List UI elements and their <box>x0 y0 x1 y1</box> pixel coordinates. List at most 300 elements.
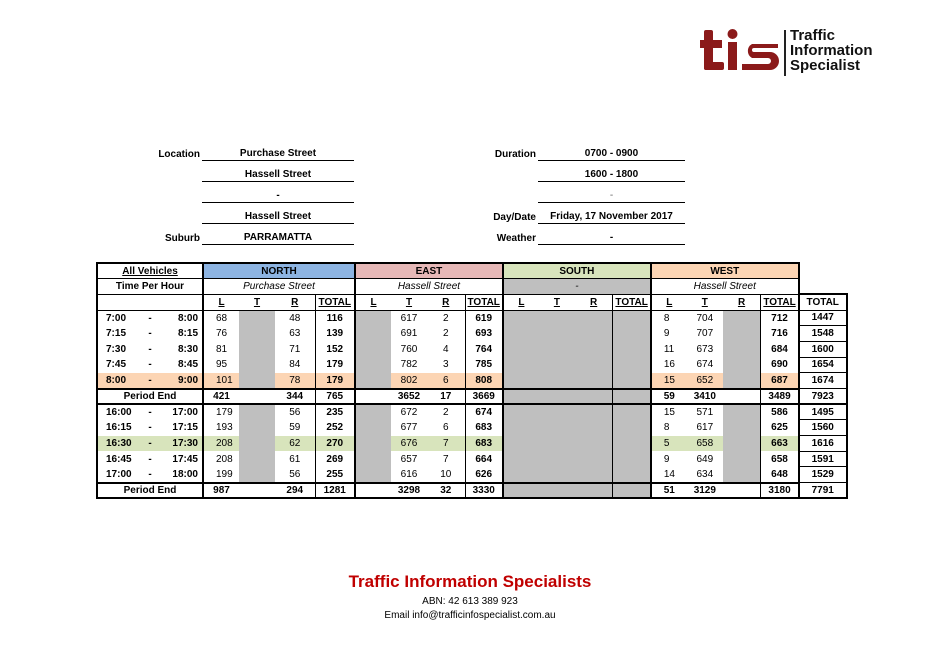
west-l: 8 <box>663 422 670 434</box>
south-total <box>613 436 651 452</box>
north-t <box>239 373 275 389</box>
west-t: 673 <box>696 343 714 355</box>
north-t <box>239 483 275 499</box>
north-total: 269 <box>315 451 355 467</box>
time-from: 16:15 <box>106 422 132 434</box>
daydate-label: Day/Date <box>493 212 536 223</box>
north-r: 294 <box>275 483 315 499</box>
north-t <box>239 420 275 436</box>
time-dash: - <box>148 343 152 355</box>
time-from: 7:45 <box>106 359 127 371</box>
location-street-4: Hassell Street <box>202 211 354 224</box>
time-range <box>97 436 203 452</box>
table-row <box>97 326 847 342</box>
time-dash: - <box>148 422 152 434</box>
north-total: 252 <box>315 420 355 436</box>
west-total: 625 <box>761 420 799 436</box>
row-grand-total: 7923 <box>799 389 847 405</box>
weather-label: Weather <box>496 233 536 244</box>
tis-logo-mark-icon <box>700 28 782 74</box>
row-grand-total: 1616 <box>799 436 847 452</box>
footer <box>0 572 940 621</box>
south-r <box>575 357 613 373</box>
row-grand-total: 1495 <box>799 404 847 420</box>
row-grand-total: 1548 <box>799 326 847 342</box>
suburb-value: PARRAMATTA <box>202 232 354 245</box>
south-r <box>575 483 613 499</box>
time-from: 7:00 <box>106 312 127 324</box>
south-t <box>539 310 575 326</box>
north-total: 270 <box>315 436 355 452</box>
north-r: 63 <box>289 328 301 340</box>
north-total: 179 <box>315 357 355 373</box>
south-total <box>613 357 651 373</box>
approach-south: SOUTH <box>503 263 651 279</box>
north-r: 56 <box>289 407 301 419</box>
east-total: 683 <box>465 420 503 436</box>
north-t <box>239 357 275 373</box>
south-r <box>575 451 613 467</box>
time-from: 16:30 <box>106 437 132 449</box>
west-t: 634 <box>696 468 714 480</box>
west-t: 617 <box>696 422 714 434</box>
west-r <box>723 467 761 483</box>
table-row <box>97 436 847 452</box>
header-empty-cell <box>799 263 847 279</box>
north-total: 255 <box>315 467 355 483</box>
row-grand-total: 1591 <box>799 451 847 467</box>
west-total: 648 <box>761 467 799 483</box>
south-l <box>503 404 539 420</box>
time-to: 18:00 <box>172 468 198 480</box>
north-l: 208 <box>203 436 239 452</box>
time-from: 16:00 <box>106 407 132 419</box>
time-to: 17:45 <box>172 453 198 465</box>
west-l: 16 <box>663 359 675 371</box>
east-total: 764 <box>465 341 503 357</box>
table-row <box>97 451 847 467</box>
north-col-t: T <box>239 294 275 310</box>
east-r: 32 <box>427 483 465 499</box>
north-street: Purchase Street <box>203 279 355 295</box>
row-grand-total: 7791 <box>799 483 847 499</box>
north-l: 81 <box>216 343 228 355</box>
east-r: 6 <box>427 373 465 389</box>
north-l: 193 <box>216 422 233 434</box>
row-grand-total: 1674 <box>799 373 847 389</box>
west-l: 5 <box>651 436 687 452</box>
east-t: 760 <box>400 343 418 355</box>
north-r: 84 <box>289 359 301 371</box>
south-total <box>613 341 651 357</box>
north-l: 421 <box>203 389 239 405</box>
company-logo <box>700 28 900 78</box>
north-r: 61 <box>289 453 301 465</box>
south-total <box>613 389 651 405</box>
south-total <box>613 420 651 436</box>
south-col-total: TOTAL <box>613 294 651 310</box>
west-r <box>723 436 761 452</box>
south-r <box>575 420 613 436</box>
time-to: 8:30 <box>177 343 198 355</box>
north-t <box>239 341 275 357</box>
west-t: 649 <box>696 453 714 465</box>
east-r: 7 <box>427 436 465 452</box>
north-l: 208 <box>216 453 233 465</box>
table-header-row-3 <box>97 294 847 310</box>
north-l: 987 <box>203 483 239 499</box>
east-l <box>355 341 391 357</box>
time-to: 8:00 <box>177 312 198 324</box>
east-t: 617 <box>391 310 427 326</box>
south-l <box>503 341 539 357</box>
north-r: 48 <box>275 310 315 326</box>
west-l: 15 <box>663 407 675 419</box>
south-col-r: R <box>575 294 613 310</box>
suburb-label: Suburb <box>165 233 200 244</box>
time-range <box>97 310 203 326</box>
west-t: 652 <box>687 373 723 389</box>
north-r: 59 <box>289 422 301 434</box>
north-l: 68 <box>203 310 239 326</box>
duration-extra: - <box>538 190 685 203</box>
south-t <box>539 326 575 342</box>
west-l: 51 <box>651 483 687 499</box>
time-range <box>97 467 203 483</box>
east-l <box>355 326 391 342</box>
west-col-r: R <box>723 294 761 310</box>
location-label: Location <box>158 149 200 160</box>
east-t: 3298 <box>391 483 427 499</box>
west-col-l: L <box>651 294 687 310</box>
north-total: 116 <box>315 310 355 326</box>
south-r <box>575 341 613 357</box>
west-l: 8 <box>651 310 687 326</box>
time-from: 16:45 <box>106 453 132 465</box>
north-t <box>239 467 275 483</box>
north-t <box>239 451 275 467</box>
north-l: 76 <box>216 328 228 340</box>
table-row <box>97 467 847 483</box>
east-l <box>355 420 391 436</box>
east-t: 3652 <box>391 389 427 405</box>
time-to: 8:15 <box>177 328 198 340</box>
west-t: 674 <box>696 359 714 371</box>
west-r <box>723 404 761 420</box>
north-r: 56 <box>289 468 301 480</box>
south-l <box>503 389 539 405</box>
south-t <box>539 483 575 499</box>
south-total <box>613 467 651 483</box>
south-r <box>575 326 613 342</box>
west-r <box>723 341 761 357</box>
south-r <box>575 310 613 326</box>
table-row <box>97 310 847 326</box>
south-l <box>503 451 539 467</box>
east-total: 674 <box>465 404 503 420</box>
east-total: 785 <box>465 357 503 373</box>
south-t <box>539 373 575 389</box>
west-l: 14 <box>663 468 675 480</box>
west-r <box>723 389 761 405</box>
table-row <box>97 404 847 420</box>
south-col-t: T <box>539 294 575 310</box>
header-time-empty <box>97 294 203 310</box>
time-range <box>97 420 203 436</box>
north-col-l: L <box>203 294 239 310</box>
south-t <box>539 341 575 357</box>
row-grand-total: 1529 <box>799 467 847 483</box>
time-to: 8:45 <box>177 359 198 371</box>
west-street: Hassell Street <box>651 279 799 295</box>
north-t <box>239 404 275 420</box>
time-dash: - <box>148 407 152 419</box>
north-t <box>239 310 275 326</box>
south-total <box>613 483 651 499</box>
north-t <box>239 436 275 452</box>
south-r <box>575 404 613 420</box>
south-l <box>503 373 539 389</box>
south-total <box>613 373 651 389</box>
time-dash: - <box>148 468 152 480</box>
west-total: 690 <box>761 357 799 373</box>
east-t: 657 <box>400 453 418 465</box>
duration-pm: 1600 - 1800 <box>538 169 685 182</box>
west-col-total: TOTAL <box>761 294 799 310</box>
south-l <box>503 420 539 436</box>
south-t <box>539 436 575 452</box>
east-t: 672 <box>400 407 418 419</box>
south-total <box>613 326 651 342</box>
south-t <box>539 451 575 467</box>
west-total: 3180 <box>761 483 799 499</box>
north-t <box>239 326 275 342</box>
north-t <box>239 389 275 405</box>
west-total: 3489 <box>761 389 799 405</box>
south-r <box>575 467 613 483</box>
table-row <box>97 420 847 436</box>
east-t: 691 <box>400 328 418 340</box>
time-dash: - <box>148 359 152 371</box>
north-r: 78 <box>275 373 315 389</box>
south-t <box>539 389 575 405</box>
time-from: 7:15 <box>106 328 127 340</box>
south-t <box>539 357 575 373</box>
east-l <box>355 310 391 326</box>
table-header-row-1 <box>97 263 847 279</box>
north-total: 765 <box>315 389 355 405</box>
traffic-count-table <box>96 262 848 499</box>
north-l: 199 <box>216 468 233 480</box>
west-r <box>723 326 761 342</box>
north-total: 152 <box>315 341 355 357</box>
time-range <box>97 451 203 467</box>
north-total: 235 <box>315 404 355 420</box>
east-r: 10 <box>440 468 452 480</box>
west-l: 11 <box>663 343 675 355</box>
east-r: 17 <box>427 389 465 405</box>
east-total: 664 <box>465 451 503 467</box>
south-r <box>575 436 613 452</box>
south-t <box>539 467 575 483</box>
logo-line-2: Information <box>790 42 873 59</box>
row-grand-total: 1447 <box>799 310 847 326</box>
south-l <box>503 467 539 483</box>
east-r: 2 <box>442 328 449 340</box>
time-from: 7:30 <box>106 343 127 355</box>
time-from: 8:00 <box>106 374 127 386</box>
west-l: 15 <box>651 373 687 389</box>
north-total: 1281 <box>315 483 355 499</box>
north-r: 62 <box>275 436 315 452</box>
weather-value: - <box>538 232 685 245</box>
time-range <box>97 357 203 373</box>
north-col-r: R <box>275 294 315 310</box>
east-total: 3330 <box>465 483 503 499</box>
south-street: - <box>503 279 651 295</box>
east-t: 676 <box>391 436 427 452</box>
west-t: 707 <box>696 328 714 340</box>
table-row <box>97 357 847 373</box>
west-total: 663 <box>761 436 799 452</box>
north-l: 95 <box>216 359 228 371</box>
west-total: 712 <box>761 310 799 326</box>
north-col-total: TOTAL <box>315 294 355 310</box>
logo-wordmark <box>790 28 873 73</box>
north-r: 344 <box>275 389 315 405</box>
south-total <box>613 310 651 326</box>
east-total: 626 <box>465 467 503 483</box>
time-per-hour-label: Time Per Hour <box>97 279 203 295</box>
logo-separator <box>784 30 786 76</box>
time-to: 17:30 <box>172 437 198 449</box>
west-r <box>723 373 761 389</box>
west-r <box>723 420 761 436</box>
row-grand-total: 1600 <box>799 341 847 357</box>
east-col-t: T <box>391 294 427 310</box>
west-total: 684 <box>761 341 799 357</box>
south-col-l: L <box>503 294 539 310</box>
time-dash: - <box>148 328 152 340</box>
east-col-r: R <box>427 294 465 310</box>
time-to: 9:00 <box>177 374 198 386</box>
time-from: 17:00 <box>106 468 132 480</box>
period-end-label: Period End <box>97 389 203 405</box>
logo-line-1: Traffic <box>790 27 836 44</box>
time-dash: - <box>148 453 152 465</box>
east-l <box>355 389 391 405</box>
header-empty-cell-2 <box>799 279 847 295</box>
east-r: 2 <box>442 407 449 419</box>
time-to: 17:15 <box>172 422 198 434</box>
east-t: 782 <box>400 359 418 371</box>
east-r: 4 <box>442 343 449 355</box>
east-l <box>355 483 391 499</box>
footer-email: Email info@trafficinfospecialist.com.au <box>384 610 556 621</box>
period-end-label: Period End <box>97 483 203 499</box>
east-r: 2 <box>427 310 465 326</box>
south-l <box>503 310 539 326</box>
approach-west: WEST <box>651 263 799 279</box>
south-l <box>503 436 539 452</box>
time-range <box>97 404 203 420</box>
west-r <box>723 310 761 326</box>
east-l <box>355 357 391 373</box>
north-r: 71 <box>289 343 301 355</box>
time-range <box>97 326 203 342</box>
table-header-row-2 <box>97 279 847 295</box>
south-total <box>613 404 651 420</box>
east-col-l: L <box>355 294 391 310</box>
east-total: 3669 <box>465 389 503 405</box>
approach-east: EAST <box>355 263 503 279</box>
south-t <box>539 420 575 436</box>
east-l <box>355 436 391 452</box>
north-total: 179 <box>315 373 355 389</box>
east-r: 3 <box>442 359 449 371</box>
location-street-1: Purchase Street <box>202 148 354 161</box>
east-street: Hassell Street <box>355 279 503 295</box>
west-t: 3410 <box>687 389 723 405</box>
west-t: 658 <box>687 436 723 452</box>
east-l <box>355 467 391 483</box>
time-dash: - <box>148 312 152 324</box>
logo-line-3: Specialist <box>790 57 861 74</box>
south-r <box>575 373 613 389</box>
north-l: 101 <box>203 373 239 389</box>
table-row <box>97 373 847 389</box>
east-r: 7 <box>442 453 449 465</box>
west-l: 9 <box>663 328 670 340</box>
east-t: 677 <box>400 422 418 434</box>
east-l <box>355 404 391 420</box>
west-total: 658 <box>761 451 799 467</box>
time-dash: - <box>148 374 152 386</box>
east-total: 683 <box>465 436 503 452</box>
duration-label: Duration <box>494 149 536 160</box>
east-col-total: TOTAL <box>465 294 503 310</box>
east-l <box>355 373 391 389</box>
grand-total-header: TOTAL <box>799 294 847 310</box>
west-l: 9 <box>663 453 670 465</box>
location-street-3: - <box>202 190 354 203</box>
north-total: 139 <box>315 326 355 342</box>
footer-company-name: Traffic Information Specialists <box>348 572 592 591</box>
west-t: 704 <box>687 310 723 326</box>
west-r <box>723 451 761 467</box>
west-r <box>723 483 761 499</box>
time-range <box>97 341 203 357</box>
period-end-row <box>97 483 847 499</box>
east-l <box>355 451 391 467</box>
east-t: 616 <box>400 468 418 480</box>
west-r <box>723 357 761 373</box>
all-vehicles-label: All Vehicles <box>97 263 203 279</box>
west-total: 586 <box>761 404 799 420</box>
east-t: 802 <box>391 373 427 389</box>
west-t: 571 <box>696 407 714 419</box>
footer-abn: ABN: 42 613 389 923 <box>422 596 518 607</box>
east-total: 619 <box>465 310 503 326</box>
daydate-value: Friday, 17 November 2017 <box>538 211 685 224</box>
east-total: 808 <box>465 373 503 389</box>
west-total: 716 <box>761 326 799 342</box>
east-r: 6 <box>442 422 449 434</box>
table-row <box>97 341 847 357</box>
west-total: 687 <box>761 373 799 389</box>
south-t <box>539 404 575 420</box>
south-total <box>613 451 651 467</box>
